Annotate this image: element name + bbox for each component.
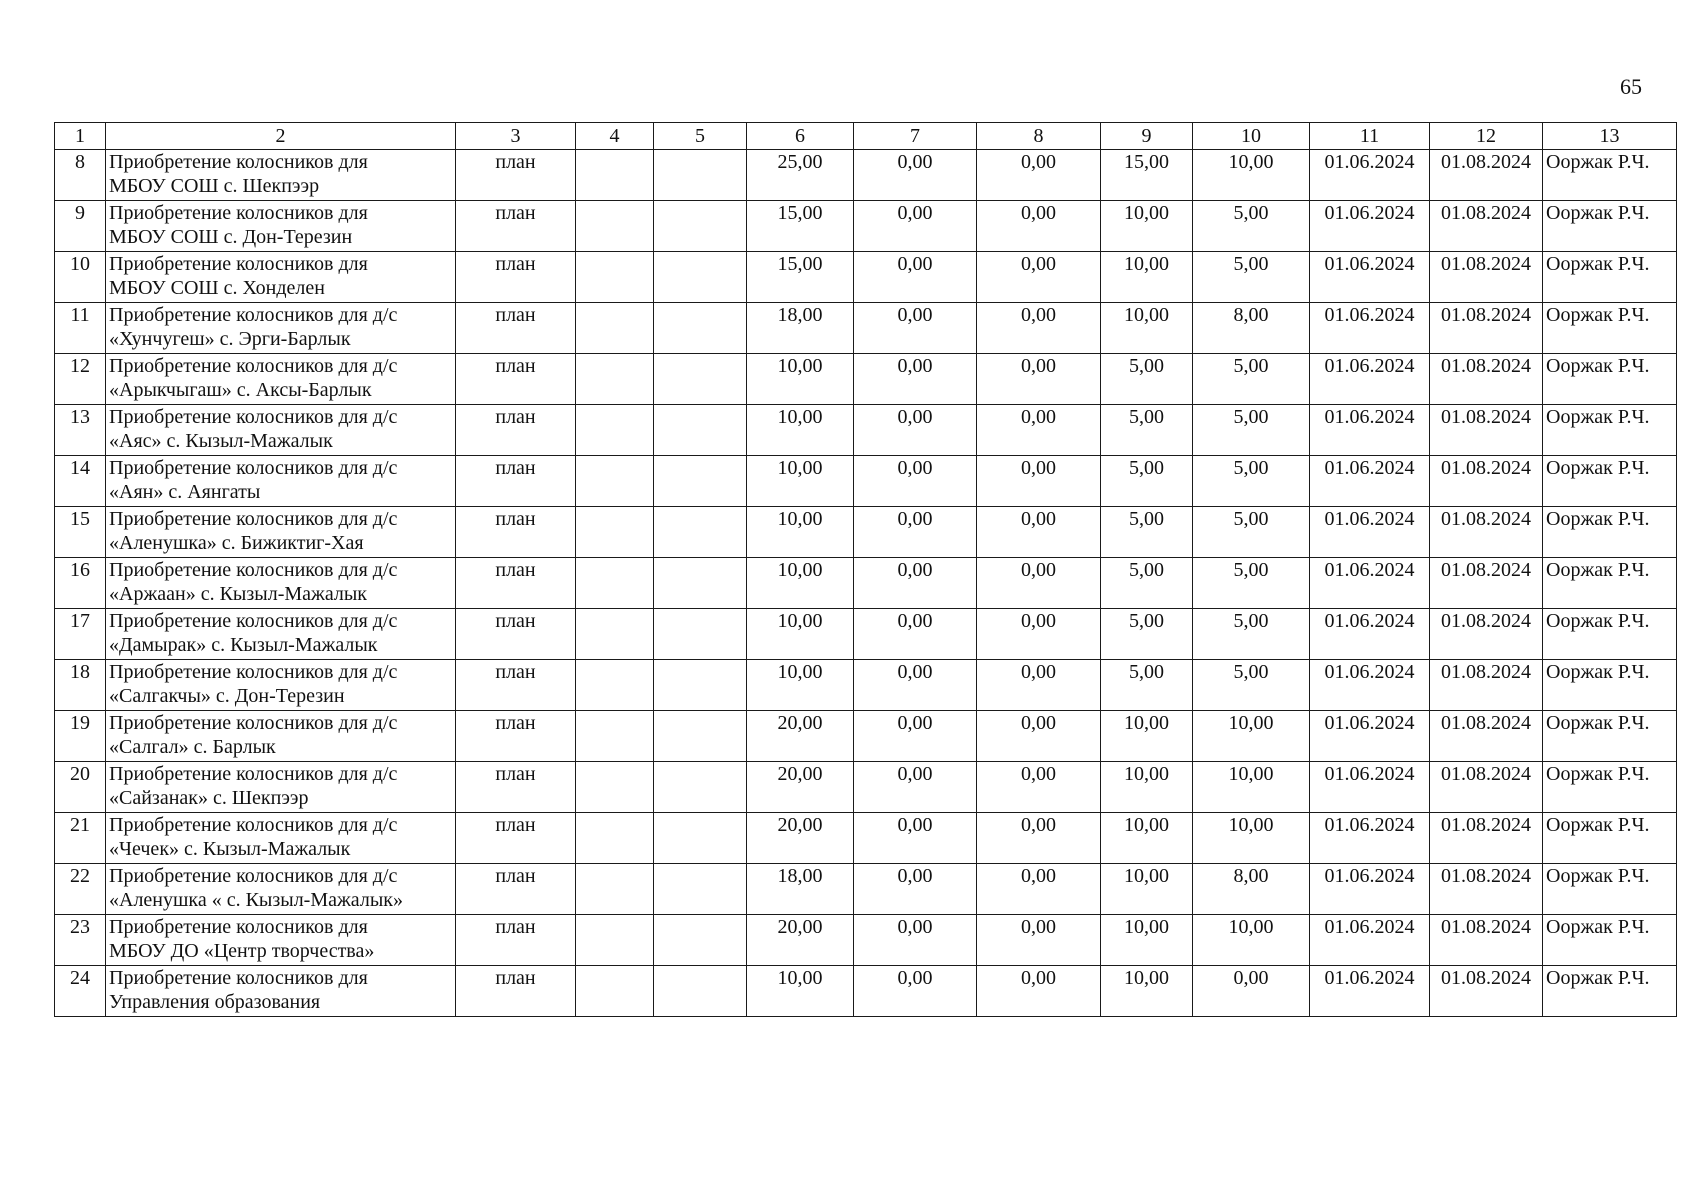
start-date: 01.06.2024 [1310, 252, 1430, 303]
status-cell: план [456, 915, 576, 966]
table-row [55, 507, 1677, 558]
item-name-line-2: «Сайзанак» с. Шекпээр [109, 787, 309, 809]
item-name [106, 354, 456, 405]
responsible-person: Ооржак Р.Ч. [1543, 864, 1677, 915]
row-number: 9 [55, 201, 106, 252]
header-cell: 11 [1310, 123, 1430, 150]
column-4-cell [576, 915, 654, 966]
column-5-cell [654, 456, 747, 507]
table-row [55, 660, 1677, 711]
start-date: 01.06.2024 [1310, 150, 1430, 201]
row-number: 21 [55, 813, 106, 864]
start-date: 01.06.2024 [1310, 864, 1430, 915]
column-7-amount: 0,00 [854, 303, 977, 354]
column-4-cell [576, 966, 654, 1017]
column-8-amount: 0,00 [977, 711, 1101, 762]
column-8-amount: 0,00 [977, 864, 1101, 915]
column-10-amount: 10,00 [1193, 762, 1310, 813]
responsible-person: Ооржак Р.Ч. [1543, 711, 1677, 762]
item-name [106, 915, 456, 966]
item-name-line-1: Приобретение колосников для [109, 253, 368, 275]
column-4-cell [576, 660, 654, 711]
row-number: 23 [55, 915, 106, 966]
column-8-amount: 0,00 [977, 813, 1101, 864]
column-7-amount: 0,00 [854, 507, 977, 558]
header-cell: 5 [654, 123, 747, 150]
end-date: 01.08.2024 [1430, 354, 1543, 405]
item-name [106, 864, 456, 915]
column-5-cell [654, 354, 747, 405]
table-row [55, 762, 1677, 813]
item-name-line-2: «Хунчугеш» с. Эрги-Барлык [109, 328, 351, 350]
end-date: 01.08.2024 [1430, 915, 1543, 966]
total-amount: 10,00 [747, 660, 854, 711]
item-name-line-2: МБОУ ДО «Центр творчества» [109, 940, 375, 962]
end-date: 01.08.2024 [1430, 609, 1543, 660]
start-date: 01.06.2024 [1310, 405, 1430, 456]
column-9-amount: 10,00 [1101, 966, 1193, 1017]
item-name-line-1: Приобретение колосников для д/с [109, 763, 398, 785]
start-date: 01.06.2024 [1310, 303, 1430, 354]
column-9-amount: 5,00 [1101, 354, 1193, 405]
responsible-person: Ооржак Р.Ч. [1543, 813, 1677, 864]
responsible-person: Ооржак Р.Ч. [1543, 609, 1677, 660]
end-date: 01.08.2024 [1430, 660, 1543, 711]
column-5-cell [654, 252, 747, 303]
item-name [106, 966, 456, 1017]
responsible-person: Ооржак Р.Ч. [1543, 507, 1677, 558]
total-amount: 25,00 [747, 150, 854, 201]
total-amount: 20,00 [747, 762, 854, 813]
item-name-line-2: «Аленушка» с. Бижиктиг-Хая [109, 532, 364, 554]
plan-table [54, 122, 1677, 1017]
responsible-person: Ооржак Р.Ч. [1543, 456, 1677, 507]
item-name-line-2: «Чечек» с. Кызыл-Мажалык [109, 838, 351, 860]
column-5-cell [654, 711, 747, 762]
status-cell: план [456, 660, 576, 711]
column-5-cell [654, 762, 747, 813]
end-date: 01.08.2024 [1430, 864, 1543, 915]
end-date: 01.08.2024 [1430, 711, 1543, 762]
table-row [55, 201, 1677, 252]
item-name [106, 405, 456, 456]
column-10-amount: 5,00 [1193, 201, 1310, 252]
total-amount: 15,00 [747, 252, 854, 303]
item-name-line-1: Приобретение колосников для [109, 916, 368, 938]
column-10-amount: 10,00 [1193, 711, 1310, 762]
end-date: 01.08.2024 [1430, 252, 1543, 303]
plan-table-body [55, 123, 1677, 1017]
header-cell: 2 [106, 123, 456, 150]
table-row [55, 558, 1677, 609]
column-7-amount: 0,00 [854, 558, 977, 609]
status-cell: план [456, 864, 576, 915]
column-8-amount: 0,00 [977, 405, 1101, 456]
column-5-cell [654, 558, 747, 609]
start-date: 01.06.2024 [1310, 711, 1430, 762]
row-number: 16 [55, 558, 106, 609]
column-10-amount: 5,00 [1193, 660, 1310, 711]
column-7-amount: 0,00 [854, 609, 977, 660]
item-name-line-1: Приобретение колосников для [109, 202, 368, 224]
end-date: 01.08.2024 [1430, 966, 1543, 1017]
item-name [106, 303, 456, 354]
total-amount: 10,00 [747, 456, 854, 507]
item-name [106, 507, 456, 558]
header-cell: 10 [1193, 123, 1310, 150]
responsible-person: Ооржак Р.Ч. [1543, 660, 1677, 711]
responsible-person: Ооржак Р.Ч. [1543, 354, 1677, 405]
table-row [55, 915, 1677, 966]
item-name [106, 558, 456, 609]
column-9-amount: 5,00 [1101, 660, 1193, 711]
item-name-line-2: «Арыкчыгаш» с. Аксы-Барлык [109, 379, 372, 401]
item-name-line-2: МБОУ СОШ с. Хонделен [109, 277, 325, 299]
column-5-cell [654, 966, 747, 1017]
start-date: 01.06.2024 [1310, 915, 1430, 966]
responsible-person: Ооржак Р.Ч. [1543, 405, 1677, 456]
column-7-amount: 0,00 [854, 150, 977, 201]
column-4-cell [576, 150, 654, 201]
column-5-cell [654, 405, 747, 456]
header-cell: 13 [1543, 123, 1677, 150]
column-5-cell [654, 201, 747, 252]
column-7-amount: 0,00 [854, 456, 977, 507]
column-4-cell [576, 303, 654, 354]
row-number: 15 [55, 507, 106, 558]
column-4-cell [576, 813, 654, 864]
item-name [106, 456, 456, 507]
row-number: 22 [55, 864, 106, 915]
row-number: 24 [55, 966, 106, 1017]
responsible-person: Ооржак Р.Ч. [1543, 966, 1677, 1017]
header-cell: 4 [576, 123, 654, 150]
column-4-cell [576, 405, 654, 456]
table-row [55, 966, 1677, 1017]
column-9-amount: 10,00 [1101, 915, 1193, 966]
item-name [106, 762, 456, 813]
end-date: 01.08.2024 [1430, 456, 1543, 507]
column-9-amount: 5,00 [1101, 507, 1193, 558]
total-amount: 10,00 [747, 558, 854, 609]
header-cell: 12 [1430, 123, 1543, 150]
header-cell: 9 [1101, 123, 1193, 150]
item-name-line-1: Приобретение колосников для д/с [109, 304, 398, 326]
item-name-line-1: Приобретение колосников для д/с [109, 355, 398, 377]
column-8-amount: 0,00 [977, 201, 1101, 252]
total-amount: 15,00 [747, 201, 854, 252]
row-number: 13 [55, 405, 106, 456]
item-name-line-1: Приобретение колосников для [109, 967, 368, 989]
column-9-amount: 10,00 [1101, 201, 1193, 252]
column-8-amount: 0,00 [977, 354, 1101, 405]
start-date: 01.06.2024 [1310, 609, 1430, 660]
column-8-amount: 0,00 [977, 150, 1101, 201]
row-number: 8 [55, 150, 106, 201]
responsible-person: Ооржак Р.Ч. [1543, 252, 1677, 303]
start-date: 01.06.2024 [1310, 813, 1430, 864]
column-4-cell [576, 354, 654, 405]
responsible-person: Ооржак Р.Ч. [1543, 762, 1677, 813]
table-row [55, 864, 1677, 915]
start-date: 01.06.2024 [1310, 354, 1430, 405]
column-4-cell [576, 507, 654, 558]
column-5-cell [654, 609, 747, 660]
table-row [55, 354, 1677, 405]
total-amount: 10,00 [747, 405, 854, 456]
column-10-amount: 5,00 [1193, 405, 1310, 456]
column-8-amount: 0,00 [977, 966, 1101, 1017]
status-cell: план [456, 966, 576, 1017]
column-5-cell [654, 150, 747, 201]
column-4-cell [576, 762, 654, 813]
end-date: 01.08.2024 [1430, 813, 1543, 864]
end-date: 01.08.2024 [1430, 303, 1543, 354]
table-row [55, 711, 1677, 762]
column-7-amount: 0,00 [854, 660, 977, 711]
column-4-cell [576, 711, 654, 762]
page-number: 65 [1620, 74, 1642, 99]
item-name-line-1: Приобретение колосников для д/с [109, 559, 398, 581]
status-cell: план [456, 456, 576, 507]
status-cell: план [456, 558, 576, 609]
column-10-amount: 8,00 [1193, 303, 1310, 354]
column-9-amount: 10,00 [1101, 813, 1193, 864]
column-4-cell [576, 864, 654, 915]
column-8-amount: 0,00 [977, 915, 1101, 966]
column-9-amount: 5,00 [1101, 558, 1193, 609]
start-date: 01.06.2024 [1310, 201, 1430, 252]
item-name-line-2: «Салгал» с. Барлык [109, 736, 276, 758]
column-9-amount: 10,00 [1101, 252, 1193, 303]
column-9-amount: 15,00 [1101, 150, 1193, 201]
column-5-cell [654, 660, 747, 711]
column-10-amount: 10,00 [1193, 915, 1310, 966]
column-7-amount: 0,00 [854, 915, 977, 966]
column-10-amount: 5,00 [1193, 456, 1310, 507]
column-7-amount: 0,00 [854, 252, 977, 303]
responsible-person: Ооржак Р.Ч. [1543, 150, 1677, 201]
header-cell: 3 [456, 123, 576, 150]
table-row [55, 609, 1677, 660]
item-name-line-1: Приобретение колосников для д/с [109, 865, 398, 887]
item-name-line-1: Приобретение колосников для д/с [109, 661, 398, 683]
column-10-amount: 8,00 [1193, 864, 1310, 915]
total-amount: 20,00 [747, 711, 854, 762]
total-amount: 20,00 [747, 915, 854, 966]
column-10-amount: 5,00 [1193, 558, 1310, 609]
header-cell: 1 [55, 123, 106, 150]
column-9-amount: 5,00 [1101, 609, 1193, 660]
column-7-amount: 0,00 [854, 864, 977, 915]
end-date: 01.08.2024 [1430, 150, 1543, 201]
column-10-amount: 5,00 [1193, 609, 1310, 660]
end-date: 01.08.2024 [1430, 558, 1543, 609]
item-name [106, 813, 456, 864]
column-4-cell [576, 252, 654, 303]
responsible-person: Ооржак Р.Ч. [1543, 558, 1677, 609]
item-name-line-2: Управления образования [109, 991, 321, 1013]
column-5-cell [654, 303, 747, 354]
item-name [106, 252, 456, 303]
row-number: 20 [55, 762, 106, 813]
responsible-person: Ооржак Р.Ч. [1543, 915, 1677, 966]
responsible-person: Ооржак Р.Ч. [1543, 201, 1677, 252]
column-10-amount: 0,00 [1193, 966, 1310, 1017]
start-date: 01.06.2024 [1310, 558, 1430, 609]
item-name-line-2: «Аян» с. Аянгаты [109, 481, 261, 503]
table-row [55, 813, 1677, 864]
start-date: 01.06.2024 [1310, 966, 1430, 1017]
status-cell: план [456, 762, 576, 813]
item-name-line-1: Приобретение колосников для д/с [109, 610, 398, 632]
item-name [106, 609, 456, 660]
column-7-amount: 0,00 [854, 405, 977, 456]
start-date: 01.06.2024 [1310, 660, 1430, 711]
column-9-amount: 5,00 [1101, 456, 1193, 507]
total-amount: 10,00 [747, 609, 854, 660]
item-name-line-1: Приобретение колосников для д/с [109, 508, 398, 530]
item-name-line-1: Приобретение колосников для д/с [109, 814, 398, 836]
row-number: 14 [55, 456, 106, 507]
column-8-amount: 0,00 [977, 558, 1101, 609]
column-10-amount: 10,00 [1193, 150, 1310, 201]
column-7-amount: 0,00 [854, 201, 977, 252]
item-name-line-1: Приобретение колосников для д/с [109, 712, 398, 734]
column-8-amount: 0,00 [977, 762, 1101, 813]
row-number: 12 [55, 354, 106, 405]
total-amount: 10,00 [747, 507, 854, 558]
column-4-cell [576, 558, 654, 609]
column-9-amount: 10,00 [1101, 762, 1193, 813]
start-date: 01.06.2024 [1310, 456, 1430, 507]
item-name-line-1: Приобретение колосников для [109, 151, 368, 173]
header-cell: 8 [977, 123, 1101, 150]
column-9-amount: 5,00 [1101, 405, 1193, 456]
item-name-line-1: Приобретение колосников для д/с [109, 406, 398, 428]
column-7-amount: 0,00 [854, 813, 977, 864]
total-amount: 10,00 [747, 354, 854, 405]
item-name-line-2: МБОУ СОШ с. Шекпээр [109, 175, 320, 197]
column-8-amount: 0,00 [977, 507, 1101, 558]
table-row [55, 303, 1677, 354]
start-date: 01.06.2024 [1310, 762, 1430, 813]
header-cell: 6 [747, 123, 854, 150]
item-name-line-2: «Аленушка « с. Кызыл-Мажалык» [109, 889, 403, 911]
column-8-amount: 0,00 [977, 303, 1101, 354]
end-date: 01.08.2024 [1430, 405, 1543, 456]
total-amount: 18,00 [747, 303, 854, 354]
column-5-cell [654, 915, 747, 966]
item-name-line-2: МБОУ СОШ с. Дон-Терезин [109, 226, 353, 248]
status-cell: план [456, 711, 576, 762]
item-name-line-2: «Дамырак» с. Кызыл-Мажалык [109, 634, 378, 656]
end-date: 01.08.2024 [1430, 762, 1543, 813]
column-9-amount: 10,00 [1101, 303, 1193, 354]
column-9-amount: 10,00 [1101, 711, 1193, 762]
status-cell: план [456, 303, 576, 354]
total-amount: 20,00 [747, 813, 854, 864]
column-5-cell [654, 864, 747, 915]
column-8-amount: 0,00 [977, 252, 1101, 303]
column-5-cell [654, 507, 747, 558]
column-10-amount: 10,00 [1193, 813, 1310, 864]
status-cell: план [456, 150, 576, 201]
start-date: 01.06.2024 [1310, 507, 1430, 558]
status-cell: план [456, 507, 576, 558]
status-cell: план [456, 609, 576, 660]
table-row [55, 150, 1677, 201]
row-number: 11 [55, 303, 106, 354]
header-cell: 7 [854, 123, 977, 150]
status-cell: план [456, 354, 576, 405]
item-name [106, 150, 456, 201]
table-row [55, 405, 1677, 456]
column-4-cell [576, 609, 654, 660]
total-amount: 18,00 [747, 864, 854, 915]
table-row [55, 456, 1677, 507]
column-4-cell [576, 456, 654, 507]
row-number: 10 [55, 252, 106, 303]
column-8-amount: 0,00 [977, 456, 1101, 507]
row-number: 18 [55, 660, 106, 711]
table-header-row [55, 123, 1677, 150]
row-number: 17 [55, 609, 106, 660]
column-4-cell [576, 201, 654, 252]
column-7-amount: 0,00 [854, 711, 977, 762]
column-7-amount: 0,00 [854, 762, 977, 813]
item-name [106, 711, 456, 762]
status-cell: план [456, 201, 576, 252]
column-9-amount: 10,00 [1101, 864, 1193, 915]
item-name-line-1: Приобретение колосников для д/с [109, 457, 398, 479]
total-amount: 10,00 [747, 966, 854, 1017]
column-10-amount: 5,00 [1193, 354, 1310, 405]
end-date: 01.08.2024 [1430, 201, 1543, 252]
column-7-amount: 0,00 [854, 966, 977, 1017]
column-5-cell [654, 813, 747, 864]
item-name-line-2: «Аржаан» с. Кызыл-Мажалык [109, 583, 368, 605]
column-8-amount: 0,00 [977, 660, 1101, 711]
status-cell: план [456, 405, 576, 456]
table-row [55, 252, 1677, 303]
column-8-amount: 0,00 [977, 609, 1101, 660]
item-name [106, 201, 456, 252]
status-cell: план [456, 252, 576, 303]
end-date: 01.08.2024 [1430, 507, 1543, 558]
status-cell: план [456, 813, 576, 864]
responsible-person: Ооржак Р.Ч. [1543, 303, 1677, 354]
column-7-amount: 0,00 [854, 354, 977, 405]
item-name-line-2: «Салгакчы» с. Дон-Терезин [109, 685, 345, 707]
column-10-amount: 5,00 [1193, 252, 1310, 303]
item-name-line-2: «Аяс» с. Кызыл-Мажалык [109, 430, 333, 452]
column-10-amount: 5,00 [1193, 507, 1310, 558]
item-name [106, 660, 456, 711]
row-number: 19 [55, 711, 106, 762]
